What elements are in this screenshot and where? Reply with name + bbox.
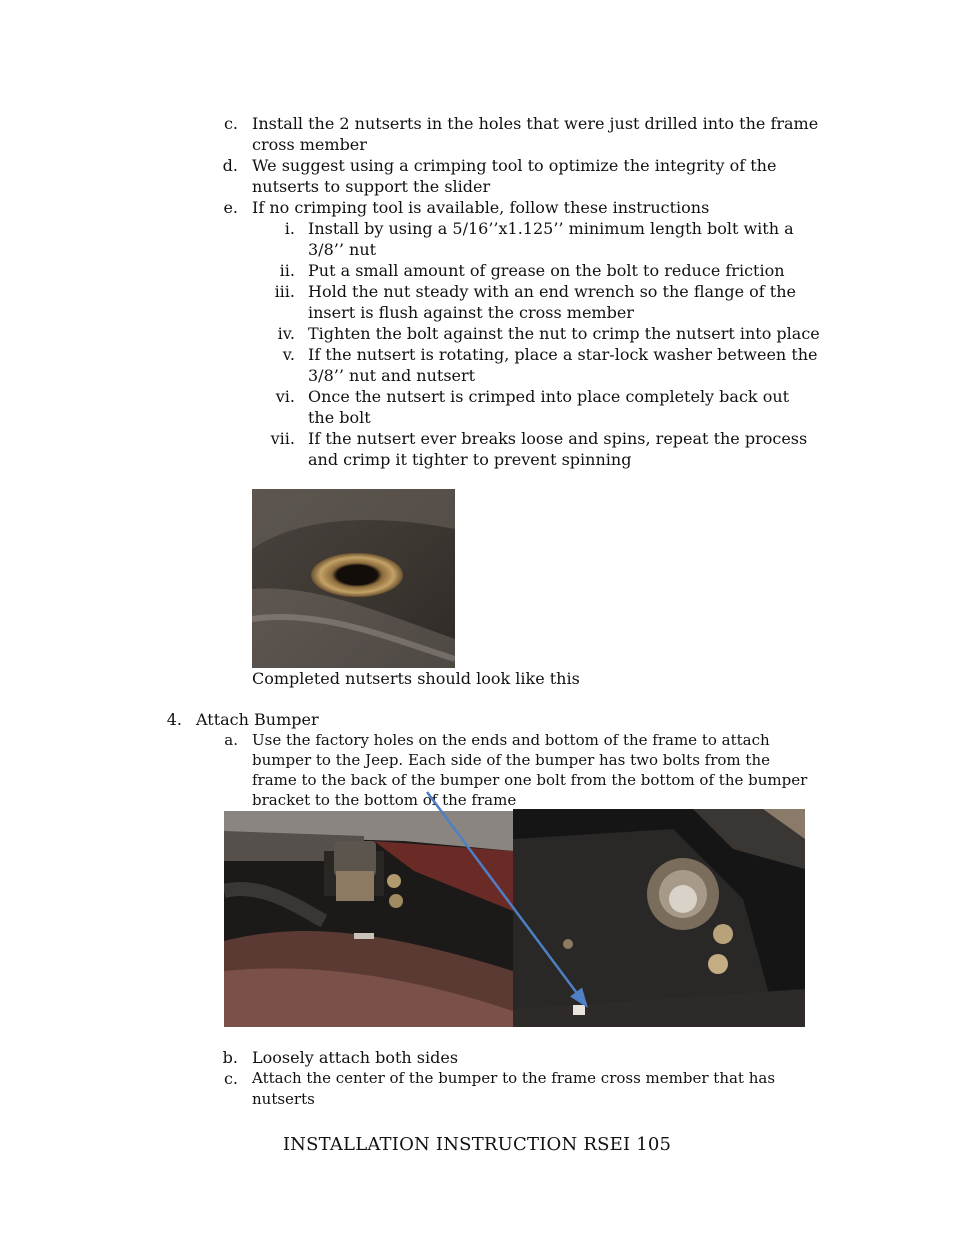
substep-v-text: If the nutsert is rotating, place a star-lock washer between the 3/8’’ nut and nutsert bbox=[308, 345, 818, 385]
step-c-text: Install the 2 nutserts in the holes that were just drilled into the frame cross member bbox=[252, 114, 819, 154]
step-4a-marker: a. bbox=[224, 731, 238, 749]
substep-vi-marker: vi. bbox=[275, 387, 295, 406]
step-4a-text: Use the factory holes on the ends and bottom of the frame to attach bumper to the Jeep. Each side of the bumper has two bolts from the frame to the back of the bumper one bolt from the bottom of the bumper bracket to the bottom of the frame bbox=[252, 731, 808, 809]
step-d-marker: d. bbox=[222, 156, 238, 175]
substep-iv-text: Tighten the bolt against the nut to crimp the nutsert into place bbox=[308, 324, 820, 343]
substep-iii-text: Hold the nut steady with an end wrench so the flange of the insert is flush against the cross member bbox=[308, 282, 796, 322]
step-4b-marker: b. bbox=[222, 1048, 238, 1067]
substep-ii-text: Put a small amount of grease on the bolt to reduce friction bbox=[308, 261, 785, 280]
substep-vi-text: Once the nutsert is crimped into place completely back out the bolt bbox=[308, 387, 790, 427]
substep-iii-marker: iii. bbox=[274, 282, 295, 301]
substep-ii-marker: ii. bbox=[279, 261, 295, 280]
substep-v-marker: v. bbox=[282, 345, 295, 364]
substep-vii-marker: vii. bbox=[270, 429, 295, 448]
step-e-marker: e. bbox=[223, 198, 238, 217]
step-e-text: If no crimping tool is available, follow these instructions bbox=[252, 198, 710, 217]
step-4c-text: Attach the center of the bumper to the frame cross member that has nutserts bbox=[252, 1069, 776, 1108]
substep-i-marker: i. bbox=[284, 219, 295, 238]
step-d-text: We suggest using a crimping tool to optimize the integrity of the nutserts to support the slider bbox=[252, 156, 777, 196]
step-c-marker: c. bbox=[223, 114, 238, 133]
step-4b-text: Loosely attach both sides bbox=[252, 1048, 459, 1067]
nutsert-caption: Completed nutserts should look like this bbox=[252, 669, 580, 688]
substep-vii-text: If the nutsert ever breaks loose and spins, repeat the process and crimp it tighter to prevent spinning bbox=[308, 429, 808, 469]
substep-iv-marker: iv. bbox=[277, 324, 295, 343]
page-footer: INSTALLATION INSTRUCTION RSEI 105 bbox=[282, 1134, 672, 1155]
substep-i-text: Install by using a 5/16’’x1.125’’ minimum length bolt with a 3/8’’ nut bbox=[308, 219, 794, 259]
step-4c-marker: c. bbox=[223, 1069, 238, 1088]
step-4-marker: 4. bbox=[166, 710, 182, 729]
step-4-title: Attach Bumper bbox=[196, 710, 319, 729]
